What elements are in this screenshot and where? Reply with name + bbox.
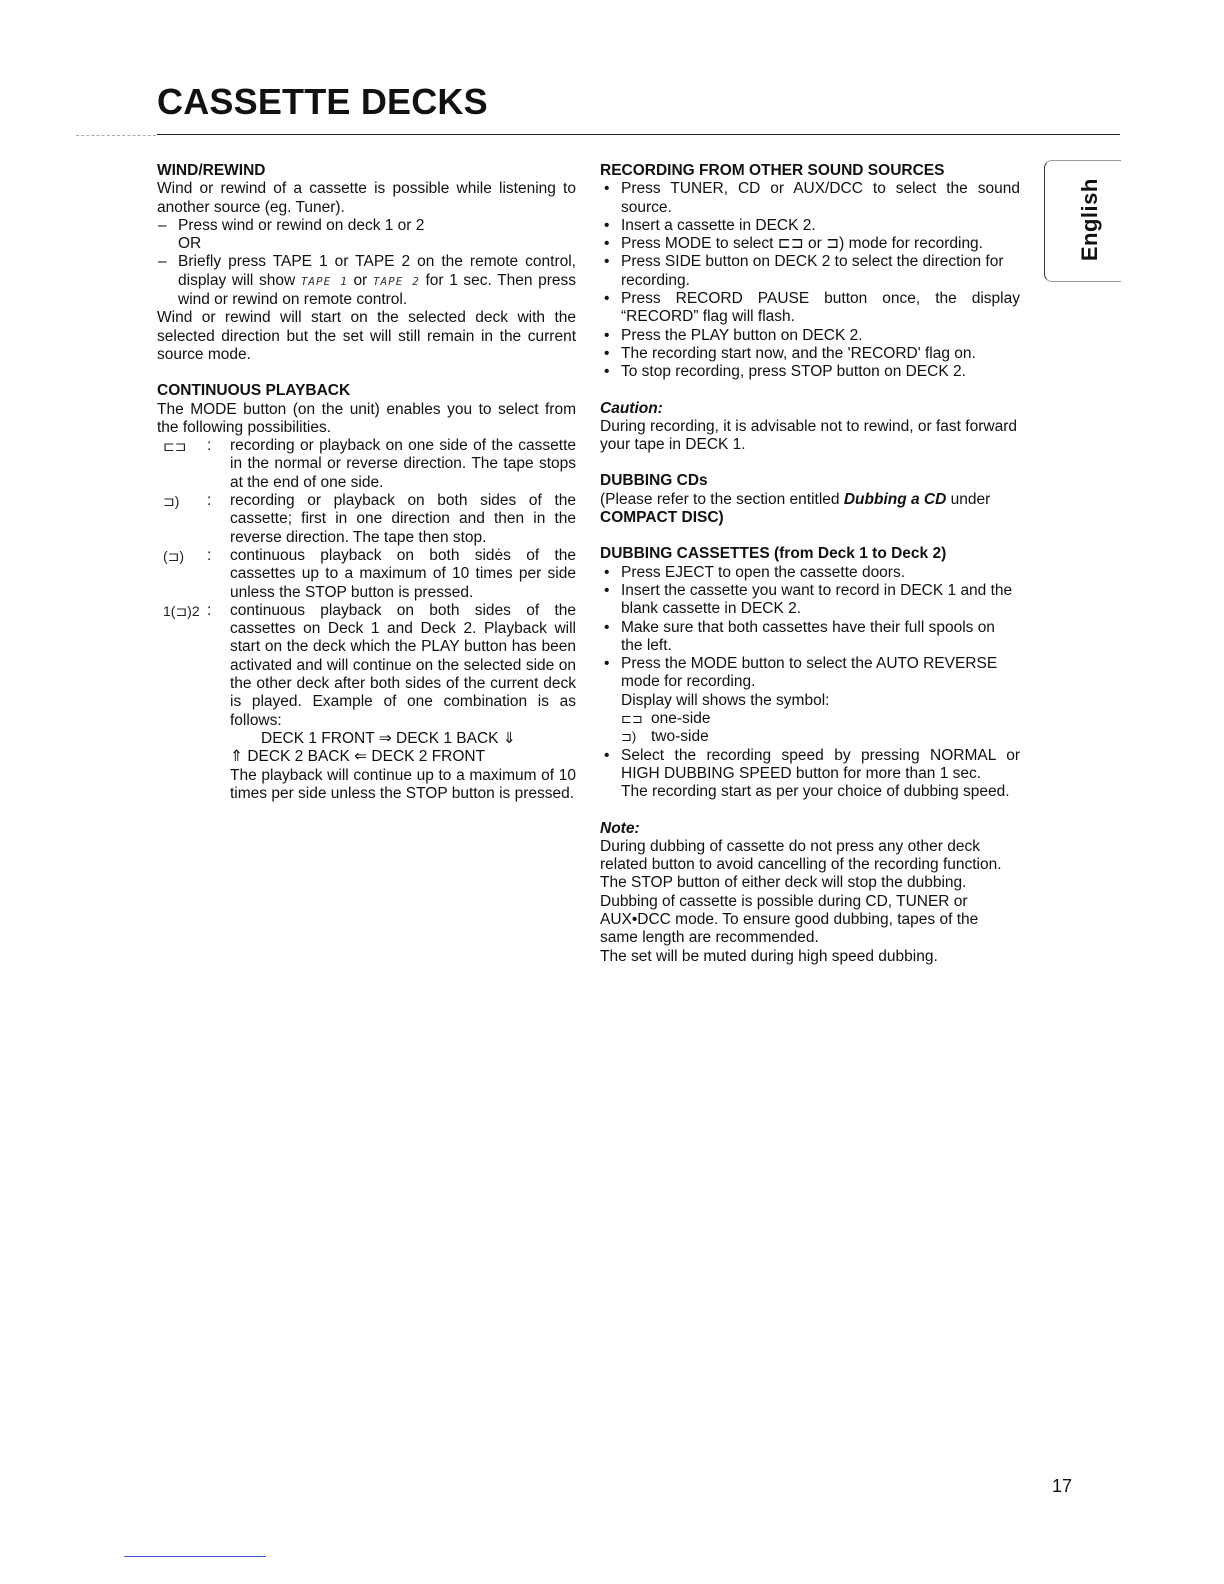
note-paragraph: During dubbing of cassette do not press any other deck related button to avoid cancelling of the recording function. — [600, 837, 1002, 874]
wind-rewind-section — [157, 162, 576, 364]
list-item: • Select the recording speed by pressing NORMAL or HIGH DUBBING SPEED button for more than 1 sec. The recording start as per your choice of dubbing speed. — [600, 747, 1020, 802]
page-number: 17 — [1052, 1476, 1073, 1496]
right-column — [600, 162, 1020, 966]
one-side-mode-icon: ⊏⊐ — [621, 711, 643, 727]
two-side-mode-icon: ⊐) — [621, 729, 637, 745]
list-item: • Insert a cassette in DECK 2. — [600, 217, 1020, 235]
list-item: • Press MODE to select ⊏⊐ or ⊐) mode for recording. — [600, 235, 1020, 253]
wind-or-label: OR — [178, 235, 202, 253]
wind-step-2-text-a: Briefly press TAPE 1 or TAPE 2 on the remote control, display will show — [178, 253, 576, 289]
dubbing-cds-section — [600, 472, 1020, 527]
continuous-playback-outro: The playback will continue up to a maximum of 10 times per side unless the STOP button is pressed. — [230, 766, 576, 802]
two-side-symbol-row: ⊐) two-side — [621, 728, 709, 746]
dubbing-speed-note: The recording start as per your choice of dubbing speed. — [621, 783, 1010, 801]
one-side-mode-icon: ⊏⊐ — [163, 438, 187, 455]
wind-step-2-text-b: or — [353, 271, 368, 289]
continuous-playback-intro: The MODE button (on the unit) enables you to select from the following possibilities. — [157, 400, 576, 436]
mode-description: continuous playback on both sidės of the cassettes up to a maximum of 10 times per side unless the STOP button is pressed. — [230, 546, 576, 601]
up-arrow-icon: ⇑ — [230, 748, 243, 766]
note-section — [600, 820, 1020, 966]
header-rule — [157, 134, 1120, 135]
caution-section — [600, 400, 1020, 455]
display-symbol-line: Display will shows the symbol: — [621, 691, 830, 709]
compact-disc-reference: COMPACT DISC) — [600, 509, 724, 527]
continuous-mode-icon: (⊐) — [163, 547, 185, 564]
dubbing-cd-reference: Dubbing a CD — [843, 490, 947, 508]
mode-option: (⊐) : continuous playback on both sidės of the cassettes up to a maximum of 10 times per side unless the STOP button is pressed. — [157, 547, 576, 602]
mode-description: recording or playback on both sides of the cassette; first in one direction and then in the reverse direction. The tape then stop. — [230, 492, 576, 546]
wind-step-2-text-c: for 1 sec. Then press wind or rewind on remote control. — [178, 271, 576, 309]
wind-rewind-outro: Wind or rewind will start on the selected deck with the selected direction but the set will still remain in the current source mode. — [157, 309, 576, 363]
note-paragraph: The set will be muted during high speed dubbing. — [600, 947, 938, 965]
deck-sequence-line-2: ⇑ DECK 2 BACK ⇐ DECK 2 FRONT — [230, 748, 486, 766]
deck-sequence-line-1: DECK 1 FRONT ⇒ DECK 1 BACK ⇓ — [261, 729, 516, 747]
wind-step-2 — [157, 253, 576, 309]
note-paragraph: Dubbing of cassette is possible during CD, TUNER or AUX•DCC mode. To ensure good dubbing, tapes of the same length are recommended. — [600, 892, 979, 947]
mode-option: ⊐) : recording or playback on both sides of the cassette; first in one direction and then in the reverse direction. The tape then stop. — [157, 492, 576, 547]
left-column — [157, 162, 576, 803]
footer-link-underline — [124, 1556, 266, 1557]
mode-option: 1(⊐)2 : continuous playback on both sides of the cassettes on Deck 1 and Deck 2. Playback will start on the deck which the PLAY button has been activated and will continue on the selected side on the other deck after both sides of the current deck is played. Example of one combination is as follows: DECK 1 FRONT ⇒ DECK 1 BACK ⇓ ⇑ DECK 2 BACK ⇐ DECK 2 FRONT The playback will continue up to a maximum of 10 times per side unless the STOP button is pressed. — [157, 602, 576, 803]
list-item: • The recording start now, and the 'RECORD' flag on. — [600, 345, 1020, 363]
recording-section — [600, 162, 1020, 382]
list-item: • Make sure that both cassettes have their full spools on the left. — [600, 619, 1020, 656]
wind-rewind-intro: Wind or rewind of a cassette is possible while listening to another source (eg. Tuner). — [157, 180, 576, 216]
mode-description: recording or playback on one side of the cassette in the normal or reverse direction. The tape stops at the end of one side. — [230, 437, 576, 491]
header-rule-fragment — [76, 135, 156, 136]
language-tab-label: English — [1076, 178, 1102, 262]
list-item: • Press the MODE button to select the AUTO REVERSE mode for recording. Display will shows the symbol: ⊏⊐ one-side ⊐) two-side — [600, 655, 1020, 746]
dubbing-cassettes-heading: DUBBING CASSETTES (from Deck 1 to Deck 2) — [600, 545, 947, 563]
dubbing-cassettes-steps — [600, 564, 1020, 802]
list-item: • To stop recording, press STOP button on DECK 2. — [600, 363, 1020, 381]
list-item: • Press the PLAY button on DECK 2. — [600, 327, 1020, 345]
mode-option: ⊏⊐ : recording or playback on one side of the cassette in the normal or reverse direction. The tape stops at the end of one side. — [157, 437, 576, 492]
list-item: • Press SIDE button on DECK 2 to select the direction for recording. — [600, 253, 1020, 290]
continuous-playback-heading: CONTINUOUS PLAYBACK — [157, 382, 351, 400]
continuous-playback-section — [157, 382, 576, 803]
lcd-tape2-display: TAPE 2 — [372, 274, 420, 288]
lcd-tape1-display: TAPE 1 — [300, 274, 348, 288]
two-side-mode-icon: ⊐) — [163, 493, 180, 510]
note-paragraph: The STOP button of either deck will stop the dubbing. — [600, 874, 967, 892]
wind-step-1: – Press wind or rewind on deck 1 or 2 — [157, 217, 576, 235]
caution-text: During recording, it is advisable not to rewind, or fast forward your tape in DECK 1. — [600, 417, 1017, 454]
dubbing-cds-text: (Please refer to the section entitled Dubbing a CD under COMPACT DISC) — [600, 490, 991, 527]
recording-heading: RECORDING FROM OTHER SOUND SOURCES — [600, 162, 945, 179]
list-item: • Insert the cassette you want to record in DECK 1 and the blank cassette in DECK 2. — [600, 582, 1020, 619]
dubbing-cassettes-section — [600, 545, 1020, 801]
wind-rewind-steps — [157, 217, 576, 309]
mode-description: continuous playback on both sides of the cassettes on Deck 1 and Deck 2. Playback will start on the deck which the PLAY button has been activated and will continue on the selected side on the other deck after both sides of the current deck is played. Example of one combination is as follows: — [230, 601, 576, 729]
wind-rewind-heading: WIND/REWIND — [157, 162, 266, 179]
dubbing-cds-heading: DUBBING CDs — [600, 472, 708, 490]
list-item: • Press TUNER, CD or AUX/DCC to select the sound source. — [600, 180, 1020, 217]
page-title: CASSETTE DECKS — [157, 81, 488, 122]
one-side-symbol-row: ⊏⊐ one-side — [621, 710, 711, 728]
recording-steps — [600, 180, 1020, 381]
list-item: • Press EJECT to open the cassette doors. — [600, 564, 1020, 582]
dual-deck-mode-icon: 1(⊐)2 — [163, 602, 200, 619]
list-item: • Press RECORD PAUSE button once, the display “RECORD” flag will flash. — [600, 290, 1020, 327]
note-label: Note: — [600, 819, 640, 837]
caution-label: Caution: — [600, 399, 663, 417]
